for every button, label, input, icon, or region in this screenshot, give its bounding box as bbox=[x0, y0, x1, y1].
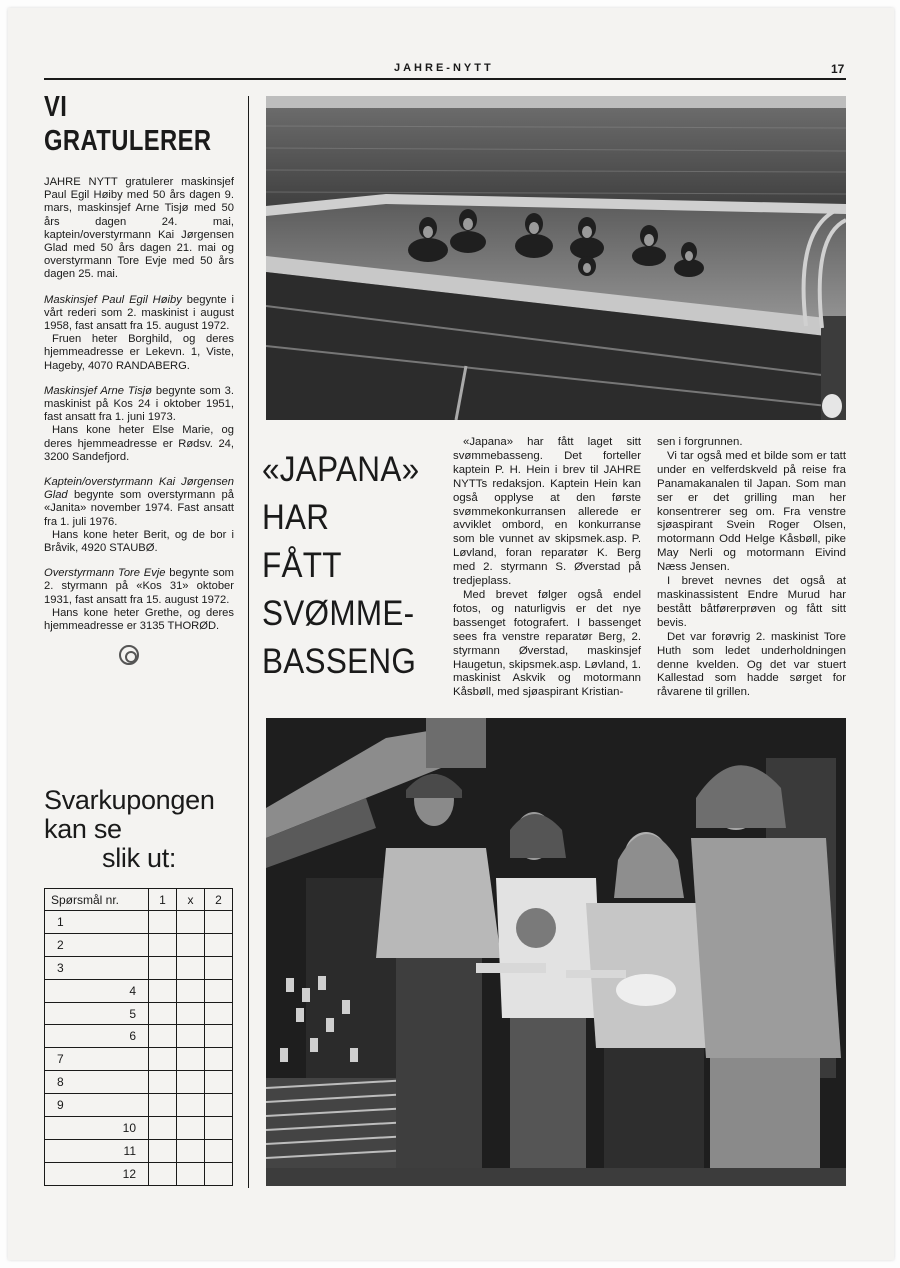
answer-cell[interactable] bbox=[177, 1025, 205, 1048]
coupon-row: 2 bbox=[45, 933, 233, 956]
pool-photo bbox=[266, 96, 846, 420]
coupon-row: 8 bbox=[45, 1071, 233, 1094]
answer-cell[interactable] bbox=[205, 1048, 233, 1071]
family-glad: Hans kone heter Berit, og de bor i Bråvik, 4920 STAUBØ. bbox=[44, 528, 234, 555]
congratulations-column bbox=[44, 90, 234, 679]
answer-cell[interactable] bbox=[205, 911, 233, 934]
coupon-header-row: Spørsmål nr. 1 x 2 bbox=[45, 889, 233, 911]
answer-coupon-table bbox=[44, 888, 233, 1186]
answer-cell[interactable] bbox=[177, 1071, 205, 1094]
article-paragraph: Det var forøvrig 2. maskinist Tore Huth som ledet underholdningen denne kvelden. Og det var stuert Kallestad som hadde sørget for råvarene til grillen. bbox=[657, 630, 846, 699]
answer-cell[interactable] bbox=[177, 1094, 205, 1117]
answer-cell[interactable] bbox=[149, 1071, 177, 1094]
coupon-row: 9 bbox=[45, 1094, 233, 1117]
answer-cell[interactable] bbox=[149, 1094, 177, 1117]
article-paragraph: Vi tar også med et bilde som er tatt under en velferdskveld på reise fra Panamakanalen til Japan. Som man ser er det grilling man her konsentrerer seg om. Fra venstre sjøaspirant Svein Roger Olsen, motormann Odd Helge Kåsbøll, pike May Nerli og motormann Eivind Næss Jensen. bbox=[657, 449, 846, 574]
congratulations-title: VI GRATULERER bbox=[44, 91, 212, 157]
header-rule bbox=[44, 78, 846, 80]
coupon-row: 5 bbox=[45, 1002, 233, 1025]
answer-cell[interactable] bbox=[149, 979, 177, 1002]
coupon-row: 1 bbox=[45, 911, 233, 934]
answer-cell[interactable] bbox=[177, 1002, 205, 1025]
bio-tisjo: Maskinsjef Arne Tisjø begynte som 3. maskinist på Kos 24 i oktober 1951, fast ansatt fra 1. juni 1973. bbox=[44, 384, 234, 424]
answer-cell[interactable] bbox=[149, 933, 177, 956]
coupon-heading: Svarkupongen kan se slik ut: bbox=[44, 785, 215, 873]
answer-cell[interactable] bbox=[149, 1162, 177, 1185]
bio-hoiby: Maskinsjef Paul Egil Høiby begynte i vårt rederi som 2. maskinist i august 1958, fast ansatt fra 15. august 1972. bbox=[44, 293, 234, 333]
answer-cell[interactable] bbox=[205, 1094, 233, 1117]
answer-cell[interactable] bbox=[177, 979, 205, 1002]
grill-photo bbox=[266, 718, 846, 1186]
magazine-name: JAHRE-NYTT bbox=[394, 62, 494, 74]
answer-cell[interactable] bbox=[177, 1139, 205, 1162]
family-hoiby: Fruen heter Borghild, og deres hjemmeadresse er Lekevn. 1, Viste, Hageby, 4070 RANDABERG. bbox=[44, 333, 234, 372]
answer-cell[interactable] bbox=[177, 1048, 205, 1071]
bio-glad: Kaptein/overstyrmann Kai Jørgensen Glad begynte som overstyrmann på «Janita» november 1974. Fast ansatt fra 1. juli 1976. bbox=[44, 476, 234, 528]
answer-cell[interactable] bbox=[177, 911, 205, 934]
answer-cell[interactable] bbox=[177, 1117, 205, 1140]
answer-cell[interactable] bbox=[177, 933, 205, 956]
article-column-2 bbox=[657, 436, 846, 700]
coupon-row: 10 bbox=[45, 1117, 233, 1140]
article-column-1 bbox=[453, 436, 641, 700]
answer-cell[interactable] bbox=[205, 1117, 233, 1140]
article-paragraph: Med brevet følger også endel fotos, og naturligvis er det nye bassenget fotografert. I bassenget sees fra venstre reparatør Berg, 2. styrmann Øverstad, maskinsjef Haugetun, skipsmek.asp. Løvland, 1. maskinist Askvik og motormann Kåsbøll, med sjøaspirant Kristian- bbox=[453, 588, 641, 699]
bio-evje: Overstyrmann Tore Evje begynte som 2. styrmann på «Kos 31» oktober 1931, fast ansatt fra 15. august 1972. bbox=[44, 567, 234, 606]
answer-cell[interactable] bbox=[205, 1025, 233, 1048]
answer-cell[interactable] bbox=[149, 1025, 177, 1048]
answer-cell[interactable] bbox=[149, 1139, 177, 1162]
page-number: 17 bbox=[831, 62, 845, 76]
answer-cell[interactable] bbox=[205, 933, 233, 956]
answer-cell[interactable] bbox=[205, 1162, 233, 1185]
answer-cell[interactable] bbox=[205, 1002, 233, 1025]
article-paragraph: sen i forgrunnen. bbox=[657, 436, 743, 448]
answer-cell[interactable] bbox=[177, 1162, 205, 1185]
coupon-row: 6 bbox=[45, 1025, 233, 1048]
article-headline: «JAPANA» HAR FÅTT SVØMME- BASSENG bbox=[262, 450, 420, 681]
article-paragraph: I brevet nevnes det også at maskinassistent Endre Murud har bestått båtførerprøven og fått sitt bevis. bbox=[657, 575, 846, 629]
answer-cell[interactable] bbox=[149, 956, 177, 979]
answer-cell[interactable] bbox=[205, 979, 233, 1002]
coupon-row: 4 bbox=[45, 979, 233, 1002]
answer-cell[interactable] bbox=[149, 911, 177, 934]
coupon-row: 12 bbox=[45, 1162, 233, 1185]
answer-cell[interactable] bbox=[205, 1071, 233, 1094]
answer-cell[interactable] bbox=[149, 1117, 177, 1140]
answer-cell[interactable] bbox=[205, 1139, 233, 1162]
article-paragraph: «Japana» har fått laget sitt svømmebasseng. Det forteller kaptein P. H. Hein i brev til JAHRE NYTTs redaksjon. Kaptein Hein kan også opplyse at den første svømmekonkurransen allerede er avviklet ombord, en konkurranse som ble vunnet av skipsmek.asp. P. Løvland, foran reparatør K. Berg med 2. styrmann S. Øverstad på tredjeplass. bbox=[453, 436, 641, 588]
family-tisjo: Hans kone heter Else Marie, og deres hjemmeadresse er Rødsv. 24, 3200 Sandefjord. bbox=[44, 424, 234, 463]
family-evje: Hans kone heter Grethe, og deres hjemmeadresse er 3135 THORØD. bbox=[44, 606, 234, 633]
coupon-row: 3 bbox=[45, 956, 233, 979]
coupon-row: 7 bbox=[45, 1048, 233, 1071]
answer-cell[interactable] bbox=[205, 956, 233, 979]
intro-paragraph: JAHRE NYTT gratulerer maskinsjef Paul Egil Høiby med 50 års dagen 9. mars, maskinsjef Arne Tisjø med 50 års dagen 24. mai, kaptein/overstyrmann Kai Jørgensen Glad med 50 års dagen 21. mai og overstyrmann Tore Evje med 50 års dagen 25. mai. bbox=[44, 176, 234, 281]
coupon-row: 11 bbox=[45, 1139, 233, 1162]
answer-cell[interactable] bbox=[149, 1048, 177, 1071]
column-divider bbox=[248, 96, 249, 1188]
answer-cell[interactable] bbox=[177, 956, 205, 979]
target-ornament-icon bbox=[119, 645, 139, 665]
answer-cell[interactable] bbox=[149, 1002, 177, 1025]
